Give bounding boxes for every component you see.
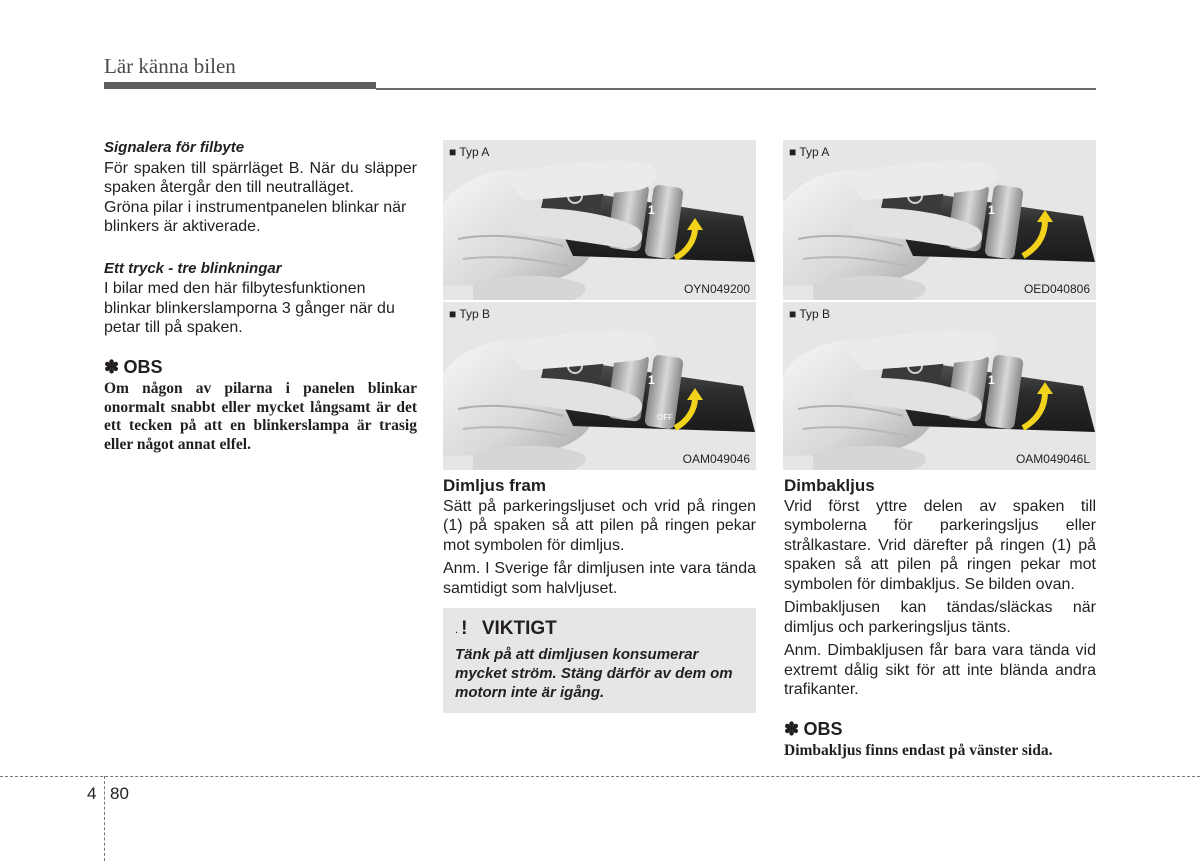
figure-fog-type-b xyxy=(443,302,756,470)
paragraph-one-touch: I bilar med den här filbytesfunktionen blinkar blinkerslamporna 3 gånger när du petar till på spaken. xyxy=(104,280,395,336)
obs-text: Om någon av pilarna i panelen blinkar onormalt snabbt eller mycket långsamt är det ett tecken på att en blinkerslampa är trasig eller något annat elfel. xyxy=(104,380,417,453)
warning-icon: . xyxy=(455,623,459,636)
figure-code: OAM049046 xyxy=(682,452,750,466)
ring-number: 1 xyxy=(648,373,655,387)
figure-code: OAM049046L xyxy=(1015,452,1090,466)
heading-rear-fog: Dimbakljus xyxy=(784,476,875,495)
paragraph-rear-fog-3: Anm. Dimbakljusen får bara vara tända vid extremt dålig sikt för att inte blända andra trafikanter. xyxy=(784,642,1096,698)
ring-number: 1 xyxy=(988,373,995,387)
footer-dashed-divider xyxy=(104,776,105,861)
obs-title: OBS xyxy=(803,718,843,739)
obs-text-right: Dimbakljus finns endast på vänster sida. xyxy=(784,742,1053,759)
middle-column xyxy=(443,476,756,598)
important-title: VIKTIGT xyxy=(481,618,557,639)
heading-lane-change: Signalera för filbyte xyxy=(104,139,245,156)
heading-one-touch: Ett tryck - tre blinkningar xyxy=(104,259,282,277)
important-text: Tänk på att dimljusen konsumerar mycket ström. Stäng därför av dem om motorn inte är igång. xyxy=(455,646,733,701)
footer-dashed-line xyxy=(0,776,1200,777)
paragraph-rear-fog-1: Vrid först yttre delen av spaken till symbolerna för parkeringsljus eller strålkastare. Vrid därefter på ringen (1) på spaken så att pilen på ringen pekar mot symbolen för dimbakljus. Se bilden ovan. xyxy=(784,497,1096,593)
important-heading xyxy=(455,618,557,640)
lever-illustration xyxy=(783,302,1096,470)
figure-fog-type-a xyxy=(443,140,756,300)
left-column xyxy=(104,138,417,454)
ring-number: 1 xyxy=(648,203,655,217)
figure-code: OED040806 xyxy=(1023,282,1090,296)
page-number: 80 xyxy=(110,784,129,803)
figure-label: ■ Typ B xyxy=(449,307,491,321)
obs-star-icon: ✽ xyxy=(784,718,800,739)
figure-rear-fog-type-b xyxy=(783,302,1096,470)
off-label: OFF xyxy=(657,413,673,422)
header-rule-thin xyxy=(376,88,1096,90)
header-rule-thick xyxy=(104,82,376,89)
obs-title: OBS xyxy=(123,356,163,377)
important-box xyxy=(443,608,756,713)
paragraph-fog-1: Sätt på parkeringsljuset och vrid på ringen (1) på spaken så att pilen på ringen pekar mot symbolen för dimljus. xyxy=(443,497,756,554)
figure-label: ■ Typ A xyxy=(449,145,490,159)
right-column xyxy=(784,476,1096,761)
obs-star-icon: ✽ xyxy=(104,356,120,377)
lever-illustration xyxy=(783,140,1096,300)
lever-illustration xyxy=(443,140,756,300)
heading-fog-lights: Dimljus fram xyxy=(443,476,546,495)
warning-icon-mark: ! xyxy=(461,618,468,639)
obs-heading xyxy=(104,358,417,379)
paragraph-fog-2: Anm. I Sverige får dimljusen inte vara tända samtidigt som halvljuset. xyxy=(443,560,756,597)
paragraph-rear-fog-2: Dimbakljusen kan tändas/släckas när dimljus och parkeringsljus tänts. xyxy=(784,599,1096,636)
section-title: Lär känna bilen xyxy=(104,54,236,78)
figure-label: ■ Typ A xyxy=(789,145,830,159)
figure-label: ■ Typ B xyxy=(789,307,831,321)
obs-heading-right xyxy=(784,720,1096,741)
paragraph-lane-change-2: Gröna pilar i instrumentpanelen blinkar när blinkers är aktiverade. xyxy=(104,198,407,235)
figure-code: OYN049200 xyxy=(683,282,750,296)
lever-illustration xyxy=(443,302,756,470)
paragraph-lane-change-1: För spaken till spärrläget B. När du släpper spaken återgår den till neutralläget. xyxy=(104,159,417,196)
chapter-number: 4 xyxy=(87,784,97,803)
ring-number: 1 xyxy=(988,203,995,217)
figure-rear-fog-type-a xyxy=(783,140,1096,300)
